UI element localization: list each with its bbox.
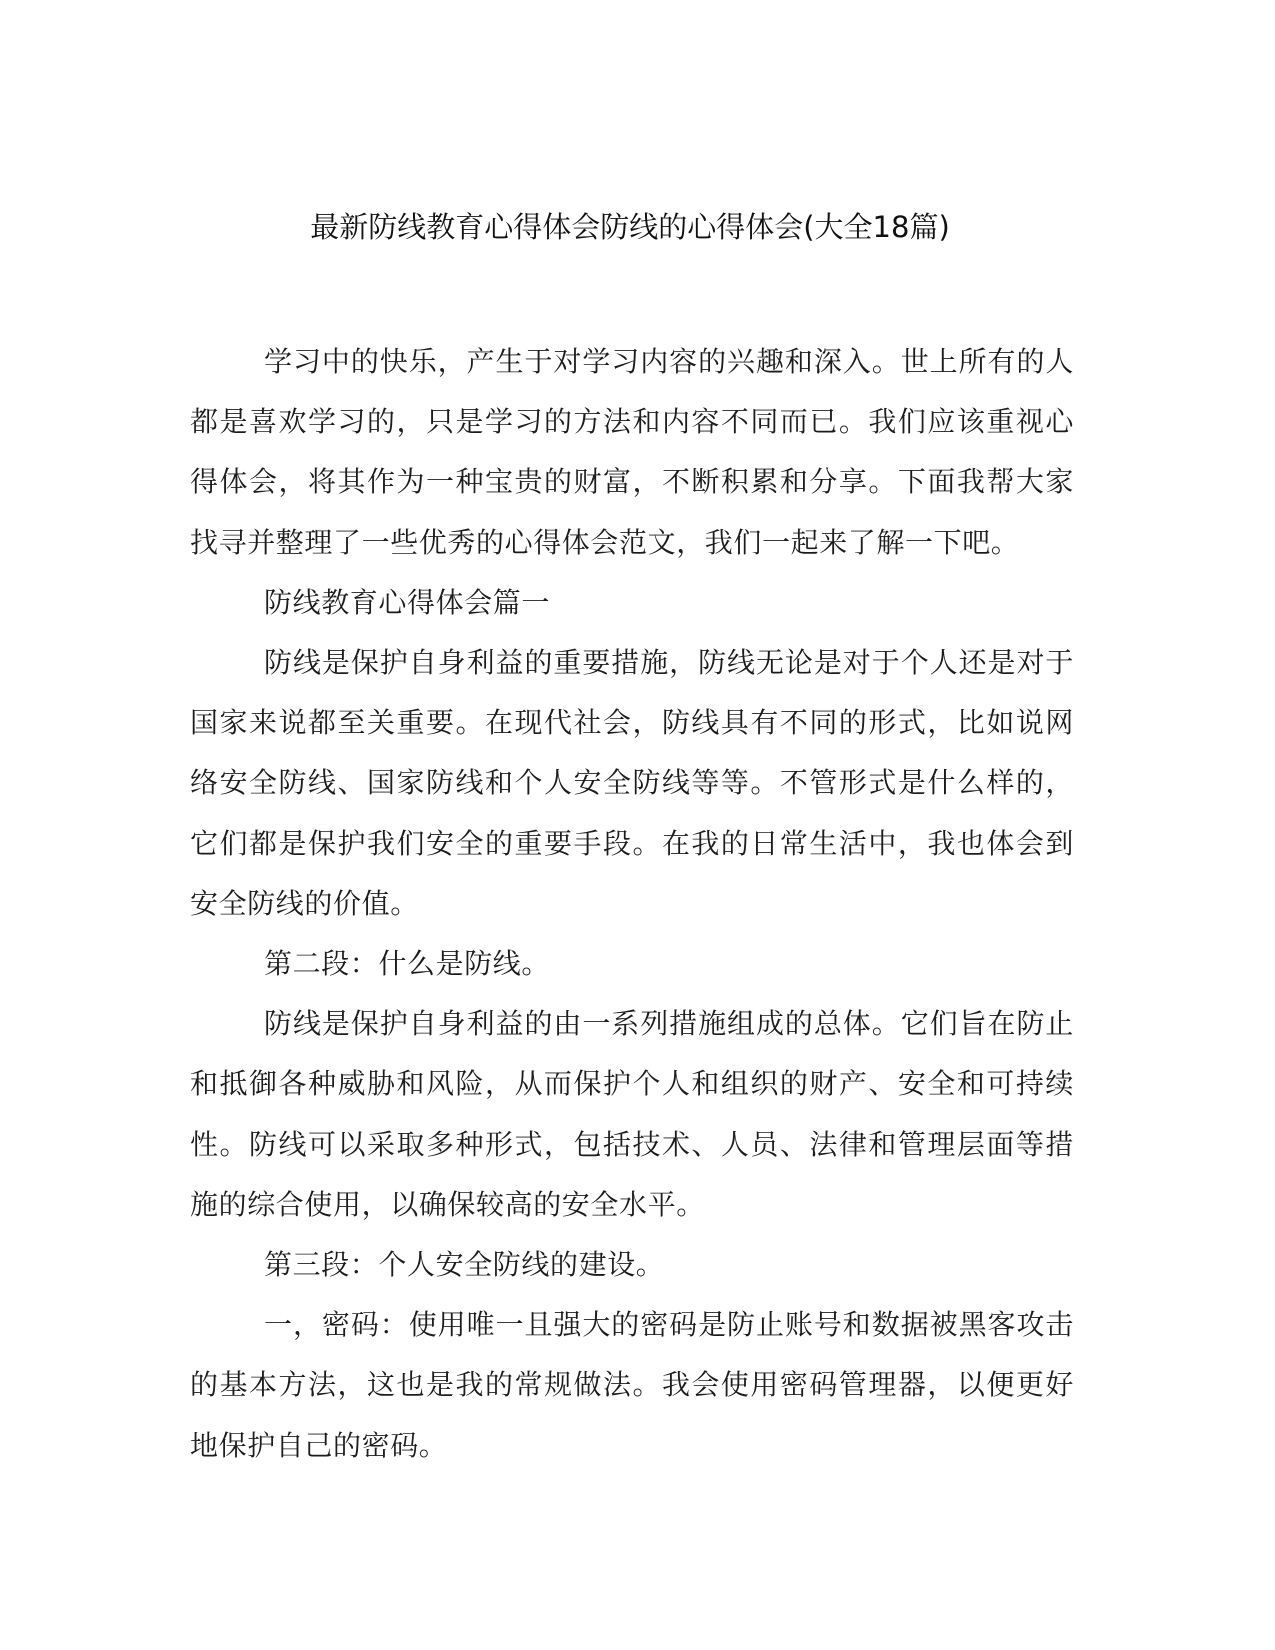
body-paragraph: 一，密码：使用唯一且强大的密码是防止账号和数据被黑客攻击的基本方法，这也是我的常规做法。我会使用密码管理器，以便更好地保护自己的密码。 [190,1308,1074,1462]
section-heading-second: 第二段：什么是防线。 [264,947,551,981]
intro-paragraph: 学习中的快乐，产生于对学习内容的兴趣和深入。世上所有的人都是喜欢学习的，只是学习的方法和内容不同而已。我们应该重视心得体会，将其作为一种宝贵的财富，不断积累和分享。下面我帮大家找寻并整理了一些优秀的心得体会范文，我们一起来了解一下吧。 [190,345,1074,559]
body-paragraph: 防线是保护自身利益的重要措施，防线无论是对于个人还是对于国家来说都至关重要。在现代社会，防线具有不同的形式，比如说网络安全防线、国家防线和个人安全防线等等。不管形式是什么样的，它们都是保护我们安全的重要手段。在我的日常生活中，我也体会到安全防线的价值。 [190,646,1074,920]
body-paragraph: 防线是保护自身利益的由一系列措施组成的总体。它们旨在防止和抵御各种威胁和风险，从而保护个人和组织的财产、安全和可持续性。防线可以采取多种形式，包括技术、人员、法律和管理层面等措施的综合使用，以确保较高的安全水平。 [190,1007,1074,1221]
document-title: 最新防线教育心得体会防线的心得体会(大全18篇) [310,210,950,244]
document-body [190,332,1074,1476]
section-heading-third: 第三段：个人安全防线的建设。 [264,1248,665,1282]
section-heading-part-one: 防线教育心得体会篇一 [264,585,551,619]
